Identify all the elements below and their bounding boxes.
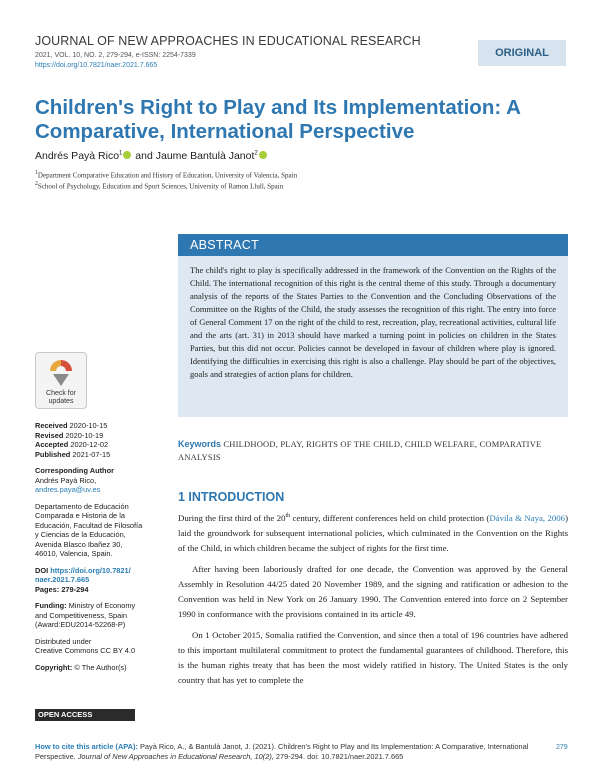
affiliation-1	[35, 170, 297, 179]
volume-issn: 2021, VOL. 10, NO. 2, 279-294, e-ISSN: 2254-7339	[35, 52, 196, 59]
article-type-badge: ORIGINAL	[478, 40, 566, 66]
header-doi-link[interactable]: https://doi.org/10.7821/naer.2021.7.665	[35, 62, 158, 69]
corresponding-author-name: Andrés Payà Rico,	[35, 475, 97, 485]
affiliation-marker: 2	[35, 181, 38, 187]
funding: Funding: Ministry of Economy	[35, 601, 136, 610]
published-date: Published 2021-07-15	[35, 449, 111, 459]
check-for-updates-label	[36, 390, 86, 406]
affiliation-text: School of Psychology, Education and Sport Sciences, University of Ramon Llull, Spain	[37, 182, 284, 191]
check-for-updates-line2: updates	[48, 398, 74, 405]
keywords	[178, 438, 568, 464]
address-line: Departamento de Educación	[35, 501, 129, 511]
check-for-updates-button[interactable]	[35, 352, 87, 409]
received-date: Received 2020-10-15	[35, 421, 108, 430]
abstract-heading: ABSTRACT	[178, 234, 568, 256]
journal-name: JOURNAL OF NEW APPROACHES IN EDUCATIONAL RESEARCH	[35, 34, 421, 48]
address-line: Educación, Facultad de Filosofía	[35, 520, 143, 530]
author-name[interactable]: Jaume Bantulà Janot	[155, 150, 255, 162]
license-line[interactable]: Creative Commons CC BY 4.0	[35, 646, 136, 655]
paragraph: On 1 October 2015, Somalia ratified the Convention, and since then a total of 196 countries have adhered to this important multilateral commitment to protect the fundamental guarantees of childhood. Therefore, this is the human rights treaty that has been the most widely ratified in history. The United States is the only country that has yet to complete the	[178, 629, 568, 685]
affiliation-marker: 2	[254, 150, 258, 157]
affiliation-marker: 1	[119, 150, 123, 157]
address-line: y Ciencias de la Educación,	[35, 530, 126, 539]
copyright: Copyright: © The Author(s)	[35, 662, 127, 672]
funding-line: and Competitiveness, Spain	[35, 610, 128, 620]
article-info-sidebar	[35, 421, 165, 672]
affiliation-marker: 1	[35, 170, 38, 176]
article-title: Children's Right to Play and Its Implementation: A Comparative, International Perspective	[35, 96, 521, 143]
keywords-label: Keywords	[178, 439, 222, 449]
section-heading: 1 INTRODUCTION	[178, 490, 285, 504]
orcid-icon[interactable]	[123, 151, 131, 159]
keywords-text: CHILDHOOD, PLAY, RIGHTS OF THE CHILD, CHILD WELFARE, COMPARATIVE ANALYSIS	[178, 439, 542, 462]
address-line: Avenida Blasco Ibañez 30,	[35, 539, 123, 549]
pages: Pages: 279-294	[35, 584, 89, 594]
check-for-updates-line1: Check for	[46, 390, 76, 397]
open-access-badge: OPEN ACCESS	[35, 709, 135, 721]
revised-date: Revised 2020-10-19	[35, 430, 104, 440]
check-for-updates-icon	[48, 358, 74, 388]
corresponding-author-label: Corresponding Author	[35, 466, 114, 475]
citation-footer: How to cite this article (APA): Payà Rico, A., & Bantulà Janot, J. (2021). Children's Right to Play and Its Implementation: A Comparative, International Perspective. Journal of New Approaches in Educational Research, 10(2), 279-294. doi: 10.7821/naer.2021.7.665	[35, 742, 529, 761]
abstract-text: The child's right to play is specifically addressed in the framework of the Convention on the Rights of the Child. The international recognition of this right is the central theme of this study. Through a documentary analysis of the reports of the States Parties to the Convention and the Concluding Observations of the Committee on the Rights of the Child, the study assesses the recognition of this right. The entry into force of General Comment 17 on the right of the child to rest, recreation, play, recreational activities, cultural life and the arts (art. 31) in 2013 should have marked a turning point in policies on children in the States Parties, but this did not occur. Policies cannot be developed in favour of children where play is ignored. Identifying the difficulties in exercising this right is also a challenge. Play should be part of the objectives, goals and strategies of action plans for children.	[190, 265, 556, 379]
cite-label: How to cite this article (APA):	[35, 742, 138, 751]
author-list	[35, 150, 268, 162]
paragraph: After having been laboriously drafted for one decade, the Convention was approved by the General Assembly in Resolution 44/25 dated 20 November 1989, and the signing and ratification or adhesion to the Convention was held in New York on 26 January 1990. The Convention entered into force on 2 September 1990 in conformance with the provisions contained in its article 49.	[178, 563, 568, 619]
license-line: Distributed under	[35, 636, 92, 646]
author-connector: and	[132, 150, 156, 162]
sidebar-doi-cont[interactable]: naer.2021.7.665	[35, 575, 90, 584]
body-text	[178, 509, 568, 694]
citation-link[interactable]: Dávila & Naya, 2006	[489, 512, 566, 523]
corresponding-author-email[interactable]: andres.paya@uv.es	[35, 485, 101, 494]
affiliation-text: Department Comparative Education and History of Education, University of Valencia, Spain	[37, 171, 298, 180]
address-line: Comparada e Historia de la	[35, 511, 125, 520]
paragraph: During the first third of the 20th century, different conferences held on child protection (Dávila & Naya, 2006) laid the groundwork for subsequent international policies, which culminated in the Convention on the Rights of the Child, in which children became the subject of rights for the first time.	[178, 512, 568, 553]
page-number: 279	[556, 744, 568, 751]
funding-line: (Award:EDU2014-52268-P)	[35, 620, 126, 629]
abstract-box	[178, 256, 568, 417]
orcid-icon[interactable]	[259, 151, 267, 159]
sidebar-doi[interactable]: DOI https://doi.org/10.7821/	[35, 565, 131, 575]
author-name[interactable]: Andrés Payà Rico	[35, 150, 120, 162]
affiliation-2	[35, 181, 283, 190]
address-line: 46010, Valencia, Spain.	[35, 549, 113, 558]
accepted-date: Accepted 2020-12-02	[35, 440, 109, 449]
